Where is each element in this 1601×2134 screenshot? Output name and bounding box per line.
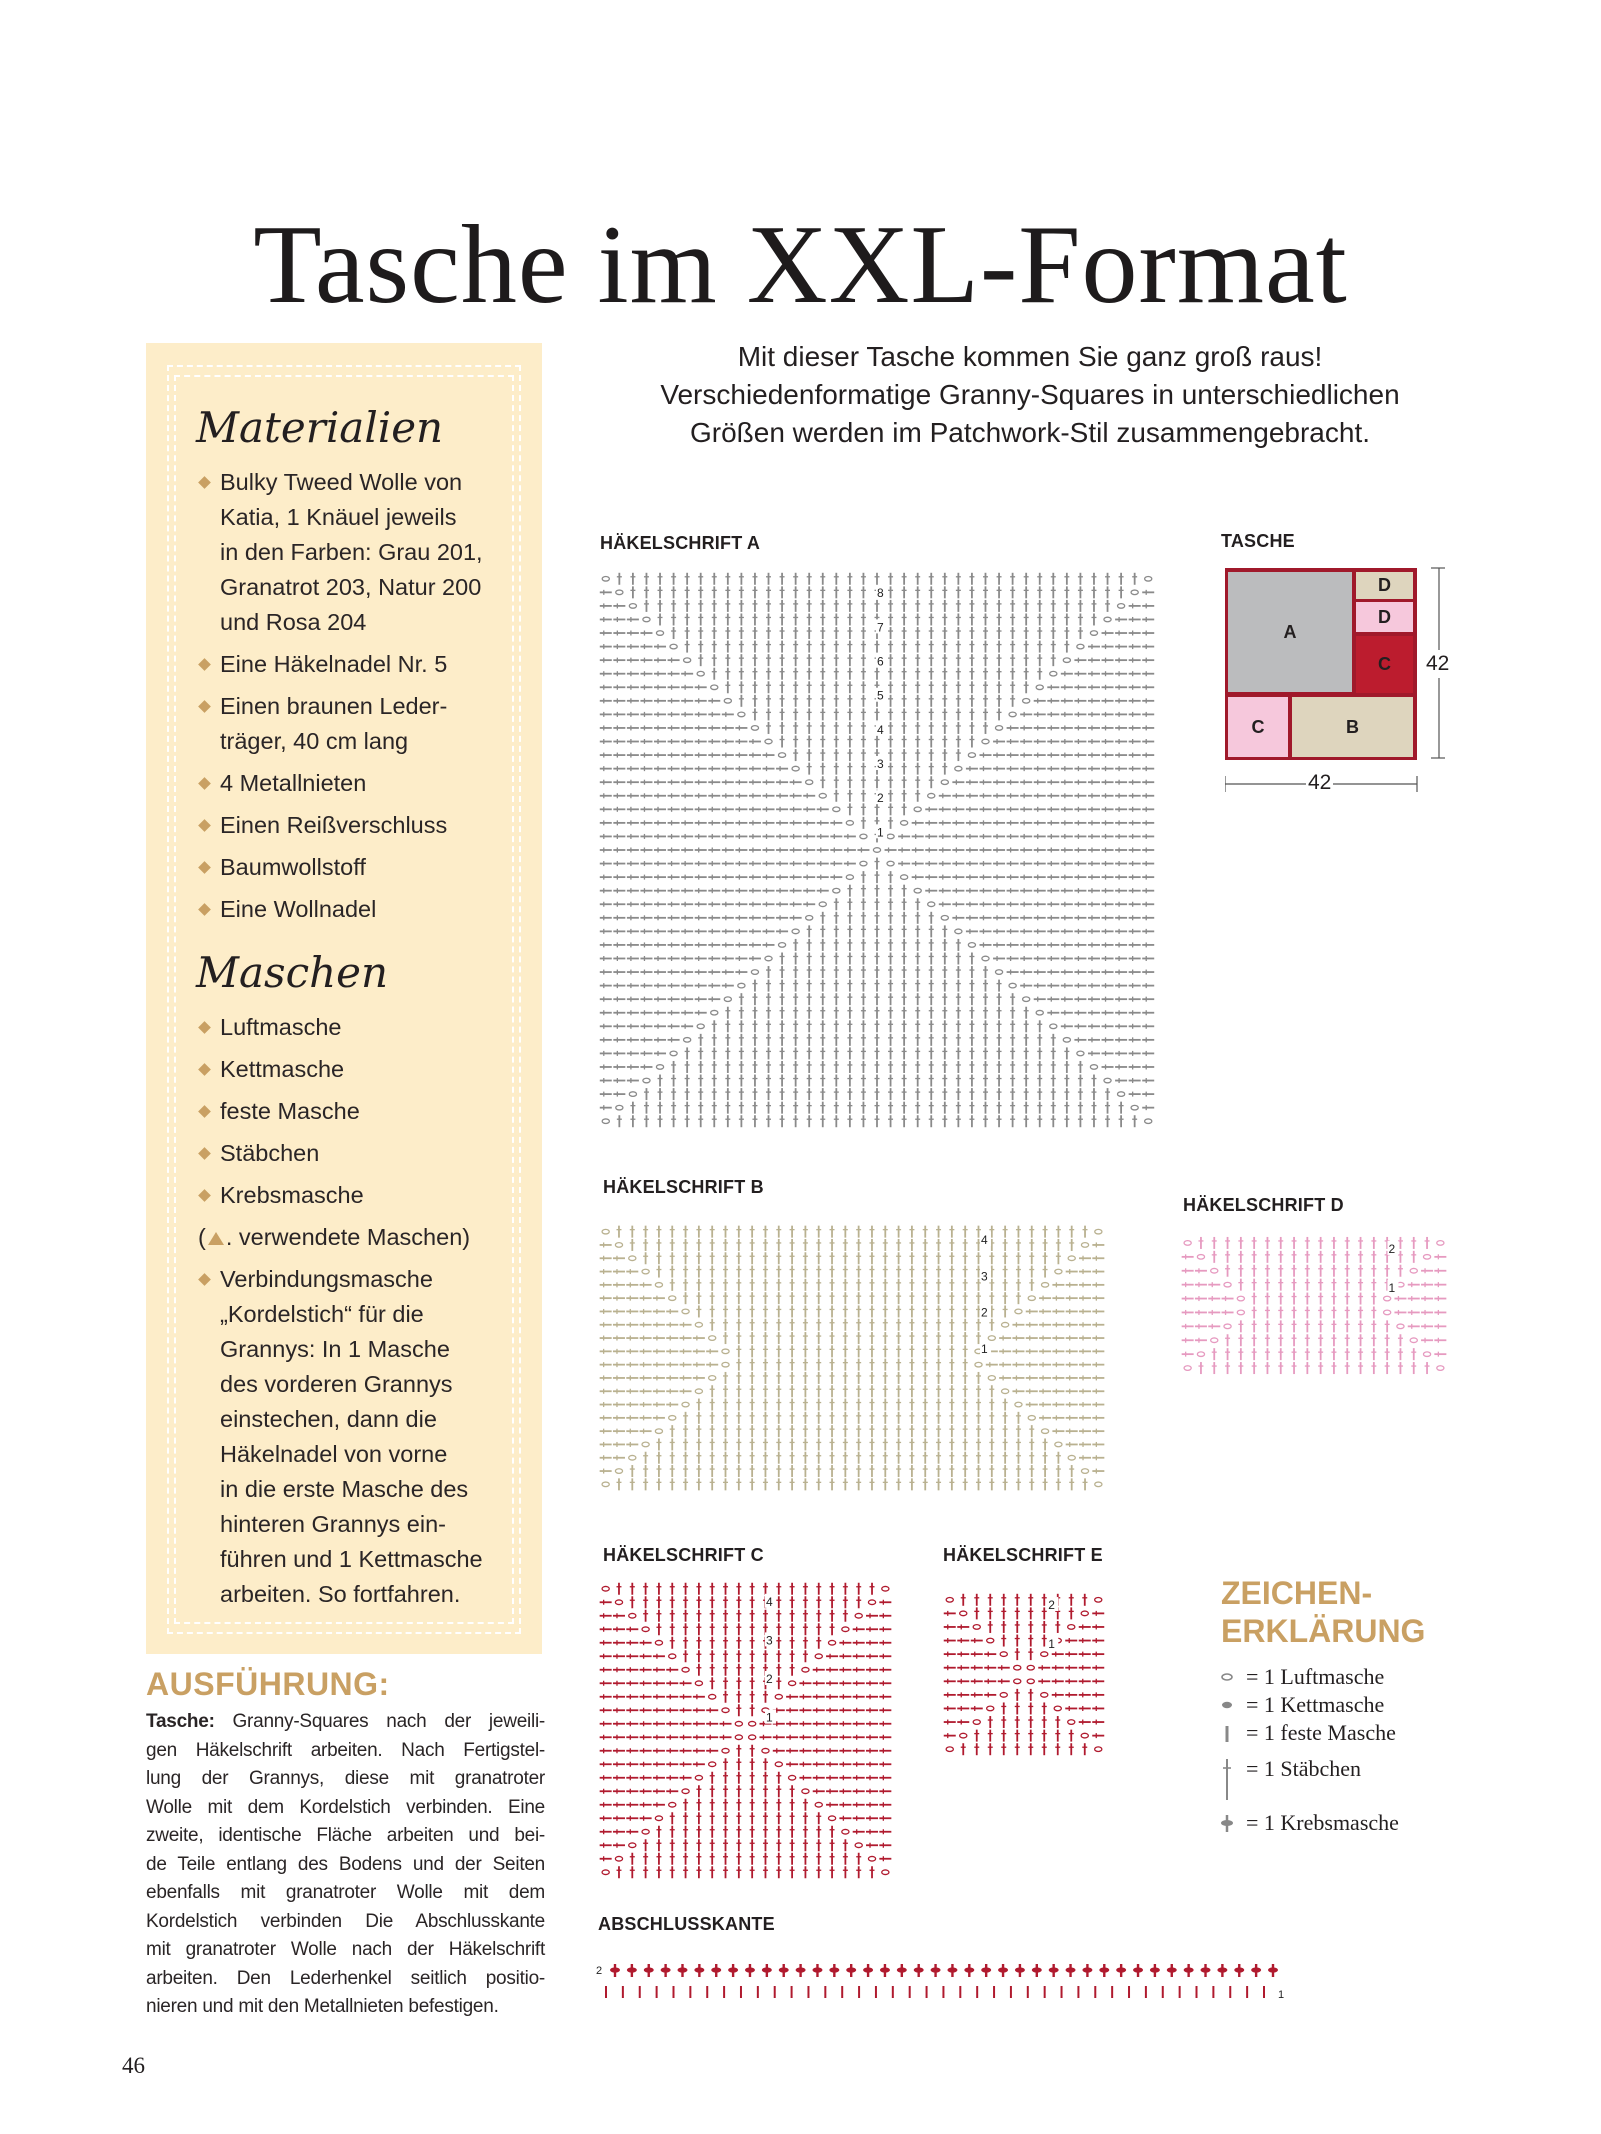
- chain-stitch: [629, 604, 636, 609]
- chain-stitch: [1131, 590, 1138, 595]
- chain-stitch: [602, 1119, 609, 1124]
- chain-stitch: [778, 753, 785, 758]
- chain-stitch: [1197, 1255, 1204, 1260]
- list-item: [198, 1094, 528, 1129]
- chain-stitch: [873, 848, 880, 853]
- chain-stitch: [792, 929, 799, 934]
- crochet-chart-a: [599, 572, 1155, 1128]
- chain-stitch: [656, 631, 663, 636]
- chain-stitch: [709, 1336, 716, 1341]
- note-paren: (: [198, 1224, 206, 1250]
- chain-stitch: [1055, 1442, 1062, 1447]
- chain-stitch: [1068, 1256, 1075, 1261]
- chain-stitch: [1050, 1024, 1057, 1029]
- list-item: [198, 1178, 528, 1213]
- chain-stitch: [1028, 1416, 1035, 1421]
- chain-stitch: [833, 807, 840, 812]
- chain-stitch: [1023, 997, 1030, 1002]
- row-number-label: 2: [981, 1305, 988, 1320]
- materials-heading: Materialien: [196, 403, 444, 452]
- chain-stitch: [670, 644, 677, 649]
- row-number-label: 5: [877, 688, 884, 703]
- chain-stitch: [643, 1078, 650, 1083]
- page-number: 46: [122, 2053, 145, 2078]
- chain-stitch: [1211, 1338, 1218, 1343]
- text-line: Granny-Squares nach der jeweili-: [214, 1711, 545, 1732]
- chain-stitch: [806, 780, 813, 785]
- row-number-label: 8: [877, 586, 884, 601]
- chain-stitch: [995, 726, 1002, 731]
- crochet-chart-d: [1181, 1236, 1447, 1375]
- chain-stitch: [697, 671, 704, 676]
- row-number-label: 1: [981, 1342, 988, 1357]
- chain-stitch: [1023, 699, 1030, 704]
- row-number-label: 1: [877, 825, 884, 840]
- chain-stitch: [1041, 1429, 1048, 1434]
- diamond-bullet-icon: [198, 777, 211, 790]
- diamond-bullet-icon: [198, 1189, 211, 1202]
- chain-stitch: [1090, 1065, 1097, 1070]
- list-item: [198, 892, 528, 927]
- chain-stitch: [1117, 604, 1124, 609]
- list-item: [198, 808, 528, 843]
- chain-stitch: [914, 807, 921, 812]
- chain-stitch: [995, 970, 1002, 975]
- chain-stitch: [656, 1065, 663, 1070]
- chain-stitch: [695, 1322, 702, 1327]
- diamond-bullet-icon: [198, 1147, 211, 1160]
- diamond-bullet-icon: [198, 1063, 211, 1076]
- text-line: Kordelstich verbinden Die Abschlusskante: [146, 1910, 545, 1932]
- chain-stitch: [629, 1092, 636, 1097]
- list-item: [198, 647, 528, 682]
- chain-stitch: [955, 766, 962, 771]
- list-item: [198, 766, 528, 801]
- diamond-bullet-icon: [198, 1021, 211, 1034]
- list-item: [198, 1010, 528, 1045]
- chain-stitch: [1015, 1309, 1022, 1314]
- row-number-label: 4: [877, 722, 884, 737]
- chain-stitch: [642, 1442, 649, 1447]
- chain-stitch: [846, 875, 853, 880]
- chart-b-label: HÄKELSCHRIFT B: [603, 1177, 764, 1197]
- chain-stitch: [1104, 1078, 1111, 1083]
- chain-stitch: [682, 1309, 689, 1314]
- text-line: Wolle mit dem Kordelstich verbinden. Eine: [146, 1796, 545, 1818]
- chart-d-label: HÄKELSCHRIFT D: [1183, 1195, 1344, 1215]
- chain-stitch: [975, 1362, 982, 1367]
- chain-stitch: [819, 793, 826, 798]
- item-text: feste Masche: [220, 1098, 360, 1124]
- chain-stitch: [765, 739, 772, 744]
- chain-stitch: [1145, 576, 1152, 581]
- item-text: Luftmasche: [220, 1014, 342, 1040]
- chain-stitch: [988, 1376, 995, 1381]
- diamond-bullet-icon: [198, 658, 211, 671]
- chain-stitch: [887, 834, 894, 839]
- chain-stitch: [968, 943, 975, 948]
- chain-stitch: [711, 1010, 718, 1015]
- text-line: gen Häkelschrift arbeiten. Nach Fertigstel-: [146, 1739, 545, 1761]
- chain-stitch: [765, 956, 772, 961]
- chain-stitch: [616, 590, 623, 595]
- chain-stitch: [1145, 1119, 1152, 1124]
- chain-stitch: [655, 1429, 662, 1434]
- chain-stitch: [738, 983, 745, 988]
- chain-stitch: [1068, 1455, 1075, 1460]
- text-line: mit granatroter Wolle nach der Häkelschrift: [146, 1939, 545, 1960]
- materials-list: [198, 465, 528, 934]
- chain-stitch: [751, 726, 758, 731]
- item-text: Einen braunen Leder- träger, 40 cm lang: [220, 693, 448, 754]
- chain-stitch: [602, 1482, 609, 1487]
- list-item: [198, 689, 528, 759]
- chain-stitch: [887, 861, 894, 866]
- chain-stitch: [1224, 1282, 1231, 1287]
- chain-stitch: [629, 1256, 636, 1261]
- chain-stitch: [901, 875, 908, 880]
- item-text: Baumwollstoff: [220, 854, 366, 880]
- chain-stitch: [1104, 617, 1111, 622]
- intro-text: [600, 338, 1460, 452]
- chain-stitch: [1077, 1051, 1084, 1056]
- chain-stitch: [901, 821, 908, 826]
- text-line: de Teile entlang des Bodens und der Seiten: [146, 1853, 545, 1875]
- chain-stitch: [670, 1051, 677, 1056]
- row-number-label: 7: [877, 620, 884, 635]
- chain-stitch: [968, 753, 975, 758]
- chain-stitch: [1224, 1324, 1231, 1329]
- chain-stitch: [1184, 1241, 1191, 1246]
- diamond-bullet-icon: [198, 700, 211, 713]
- chain-stitch: [615, 1469, 622, 1474]
- chain-stitch: [1237, 1296, 1244, 1301]
- list-item: [198, 1136, 528, 1171]
- chain-stitch: [722, 1349, 729, 1354]
- chain-stitch: [982, 956, 989, 961]
- chain-stitch: [846, 821, 853, 826]
- stitches-list: [198, 1010, 528, 1619]
- chain-stitch: [684, 1038, 691, 1043]
- chain-stitch: [941, 780, 948, 785]
- chain-stitch: [1036, 685, 1043, 690]
- item-text: Krebsmasche: [220, 1182, 364, 1208]
- chain-stitch: [928, 793, 935, 798]
- row-number-label: 2: [877, 791, 884, 806]
- intro-line: Verschiedenformatige Granny-Squares in unterschiedlichen: [660, 379, 1400, 410]
- text-line: nieren und mit den Metallnieten befestigen.: [146, 1996, 499, 2017]
- row-number-label: 3: [877, 757, 884, 772]
- chain-stitch: [955, 929, 962, 934]
- chain-stitch: [1063, 1038, 1070, 1043]
- chain-stitch: [642, 1269, 649, 1274]
- chain-stitch: [1015, 1402, 1022, 1407]
- diamond-bullet-icon: [198, 903, 211, 916]
- note-text: . verwendete Maschen): [225, 1224, 471, 1250]
- item-text: Eine Häkelnadel Nr. 5: [220, 651, 448, 677]
- item-text: Kettmasche: [220, 1056, 345, 1082]
- chain-stitch: [682, 1402, 689, 1407]
- chain-stitch: [602, 1229, 609, 1234]
- chain-stitch: [1095, 1229, 1102, 1234]
- chain-stitch: [982, 739, 989, 744]
- chain-stitch: [709, 1376, 716, 1381]
- chain-stitch: [1090, 631, 1097, 636]
- list-item: [198, 465, 528, 640]
- chain-stitch: [1063, 658, 1070, 663]
- chain-stitch: [1041, 1283, 1048, 1288]
- chain-stitch: [1081, 1243, 1088, 1248]
- chain-stitch: [738, 712, 745, 717]
- chain-stitch: [1077, 644, 1084, 649]
- chain-stitch: [1036, 1010, 1043, 1015]
- chart-c-label: HÄKELSCHRIFT C: [603, 1545, 764, 1565]
- chain-stitch: [1028, 1296, 1035, 1301]
- chain-stitch: [928, 902, 935, 907]
- text-line: arbeiten. Den Lederhenkel seitlich positio-: [146, 1967, 545, 1989]
- chain-stitch: [941, 916, 948, 921]
- chain-stitch: [724, 699, 731, 704]
- triangle-icon: [208, 1232, 224, 1245]
- chain-stitch: [1197, 1352, 1204, 1357]
- crochet-chart-b: [599, 1225, 1105, 1491]
- used-stitches-note: [198, 1220, 528, 1255]
- item-text: Einen Reißverschluss: [220, 812, 448, 838]
- row-number-label: 4: [981, 1232, 988, 1247]
- chain-stitch: [629, 1455, 636, 1460]
- chain-stitch: [1050, 671, 1057, 676]
- chart-e-label: HÄKELSCHRIFT E: [943, 1545, 1103, 1565]
- row-number-label: 6: [877, 654, 884, 669]
- chain-stitch: [1081, 1469, 1088, 1474]
- execution-heading: AUSFÜHRUNG:: [146, 1666, 390, 1702]
- text-line: lung der Grannys, diese mit granatroter: [146, 1768, 545, 1789]
- list-item: [198, 850, 528, 885]
- chain-stitch: [988, 1336, 995, 1341]
- materials-sidebar: [146, 343, 542, 1654]
- item-text: Verbindungsmasche „Kordelstich“ für die Grannys: In 1 Masche des vorderen Grannys einstechen, dann die Häkelnadel von vorne in die erste Masche des hinteren Grannys ein- führen und 1 Kettmasche arbeiten. So fortfahren.: [220, 1266, 483, 1607]
- chain-stitch: [914, 888, 921, 893]
- chain-stitch: [833, 888, 840, 893]
- intro-line: Mit dieser Tasche kommen Sie ganz groß raus!: [737, 341, 1323, 372]
- execution-text: [146, 1708, 545, 2022]
- chain-stitch: [1184, 1366, 1191, 1371]
- chain-stitch: [1009, 983, 1016, 988]
- chain-stitch: [684, 658, 691, 663]
- chain-stitch: [792, 766, 799, 771]
- chain-stitch: [711, 685, 718, 690]
- item-text: Stäbchen: [220, 1140, 320, 1166]
- chain-stitch: [616, 1105, 623, 1110]
- chain-stitch: [602, 576, 609, 581]
- item-text: Eine Wollnadel: [220, 896, 377, 922]
- page-title: Tasche im XXL-Format: [253, 203, 1348, 327]
- row-number-label: 3: [981, 1269, 988, 1284]
- chain-stitch: [1095, 1482, 1102, 1487]
- chain-stitch: [669, 1416, 676, 1421]
- chain-stitch: [697, 1024, 704, 1029]
- text-line: ebenfalls mit granatroter Wolle mit dem: [146, 1882, 545, 1903]
- diamond-bullet-icon: [198, 819, 211, 832]
- chain-stitch: [615, 1243, 622, 1248]
- chain-stitch: [1002, 1322, 1009, 1327]
- chain-stitch: [1117, 1092, 1124, 1097]
- chain-stitch: [819, 902, 826, 907]
- text-line: zweite, identische Fläche arbeiten und bei-: [146, 1825, 545, 1846]
- chain-stitch: [1237, 1310, 1244, 1315]
- chain-stitch: [1131, 1105, 1138, 1110]
- chain-stitch: [778, 943, 785, 948]
- execution-lead: Tasche:: [146, 1711, 215, 1732]
- chain-stitch: [1211, 1268, 1218, 1273]
- diamond-bullet-icon: [198, 1105, 211, 1118]
- item-text: Bulky Tweed Wolle von Katia, 1 Knäuel jeweils in den Farben: Grau 201, Granatrot 203, Natur 200 und Rosa 204: [220, 469, 483, 635]
- chain-stitch: [860, 834, 867, 839]
- chain-stitch: [722, 1362, 729, 1367]
- list-item: [198, 1262, 528, 1612]
- chain-stitch: [669, 1296, 676, 1301]
- diamond-bullet-icon: [198, 1273, 211, 1286]
- chain-stitch: [1009, 712, 1016, 717]
- list-item: [198, 1052, 528, 1087]
- chain-stitch: [643, 617, 650, 622]
- chain-stitch: [1002, 1389, 1009, 1394]
- stitches-heading: Maschen: [196, 948, 389, 997]
- item-text: 4 Metallnieten: [220, 770, 367, 796]
- diamond-bullet-icon: [198, 476, 211, 489]
- chain-stitch: [806, 916, 813, 921]
- chain-stitch: [724, 997, 731, 1002]
- chain-stitch: [1055, 1269, 1062, 1274]
- chart-a-label: HÄKELSCHRIFT A: [600, 533, 761, 553]
- chain-stitch: [751, 970, 758, 975]
- chain-stitch: [655, 1283, 662, 1288]
- intro-line: Größen werden im Patchwork-Stil zusammengebracht.: [689, 417, 1371, 448]
- chain-stitch: [695, 1389, 702, 1394]
- diamond-bullet-icon: [198, 861, 211, 874]
- chain-stitch: [860, 861, 867, 866]
